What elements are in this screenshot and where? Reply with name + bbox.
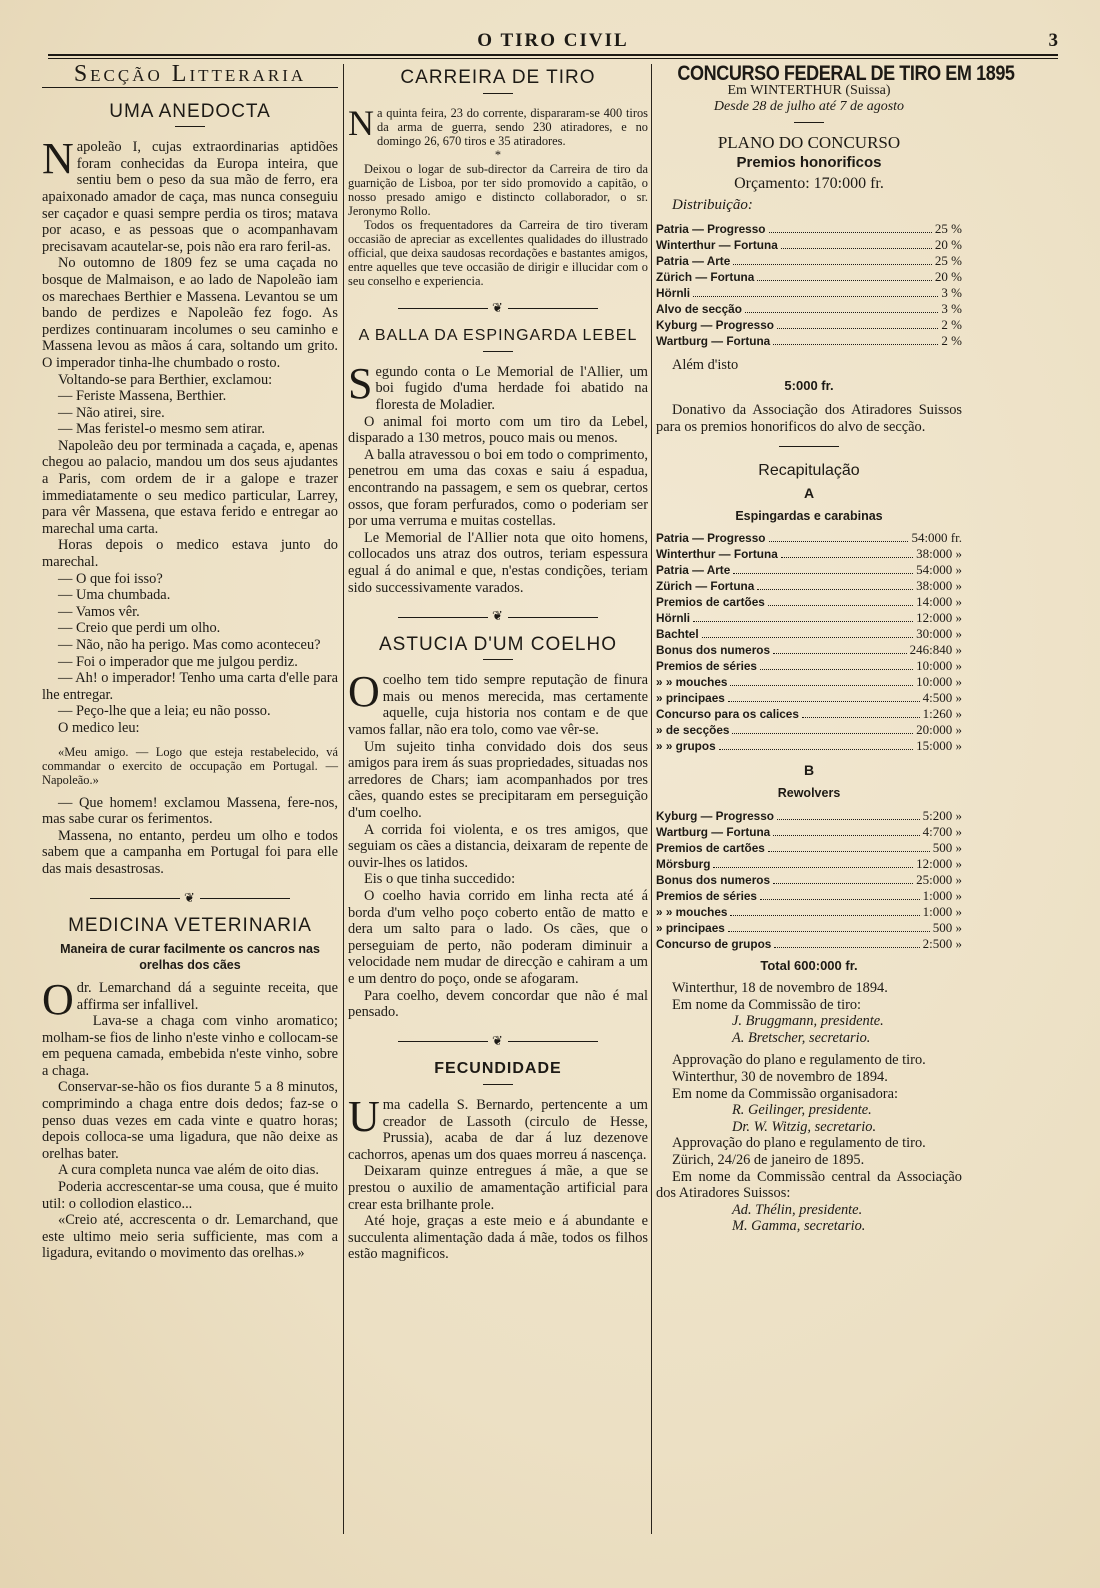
table-row	[656, 706, 962, 722]
signatory: M. Gamma, secretario.	[732, 1218, 866, 1235]
paragraph: Eis o que tinha succedido:	[364, 871, 516, 888]
title-dash	[483, 1084, 513, 1085]
dialogue-line: — Creio que perdi um olho.	[58, 620, 221, 637]
paragraph: O coelho havia corrido em linha recta até á borda d'um velho poço coberto então de matto e dera um salto para o lado. Os cães, que o perseguiam de perto, não poderam diminuir a velocidade nem mudar de direcção e cahiram a um e um dentro do poço, onde se afogaram.	[348, 888, 648, 987]
row-name: » principaes	[656, 691, 725, 706]
row-value: 12:000 »	[916, 610, 962, 626]
dot-leader	[757, 269, 932, 281]
row-value: 1:000 »	[922, 903, 962, 919]
row-name: » de secções	[656, 723, 730, 738]
row-name: Winterthur — Fortuna	[656, 547, 778, 562]
row-value: 4:500 »	[922, 690, 962, 706]
row-value: 54:000 »	[916, 562, 962, 578]
ornament-divider: ❦	[348, 608, 648, 625]
row-value: 10:000 »	[916, 674, 962, 690]
row-name: Wartburg — Fortuna	[656, 824, 771, 839]
row-name: Zürich — Fortuna	[656, 579, 755, 594]
signature-line: Em nome da Commissão organisadora:	[672, 1085, 898, 1102]
dot-leader	[769, 530, 909, 542]
row-name: Patria — Arte	[656, 254, 731, 269]
drop-cap: U	[348, 1091, 380, 1141]
row-value: 4:700 »	[922, 823, 962, 839]
signatory: Dr. W. Witzig, secretario.	[732, 1118, 877, 1135]
table-row	[656, 594, 962, 610]
rule	[779, 446, 839, 447]
dot-leader	[730, 674, 913, 686]
dialogue-line: — Ah! o imperador! Tenho uma carta d'elle para lhe entregar.	[42, 670, 338, 703]
dot-leader	[773, 333, 938, 345]
row-name: Kyburg — Progresso	[656, 318, 774, 333]
row-name: Premios de séries	[656, 659, 757, 674]
dot-leader	[777, 808, 920, 820]
distribution-table	[656, 221, 962, 349]
paragraph: A balla atravessou o boi em todo o comprimento, penetrou em uma das coxas e saiu á espadua, encontrando na passagem, e sem os quebrar, certos ossos, que foram perfurados, como o poderiam ser por uma verruma e muitas costellas.	[348, 446, 648, 530]
row-value: 5:200 »	[922, 807, 962, 823]
orcamento: Orçamento: 170:000 fr.	[734, 174, 884, 192]
dialogue-line: — Foi o imperador que me julgou perdiz.	[58, 653, 298, 670]
signature-line: Em nome da Commissão central da Associação dos Atiradores Suissos:	[656, 1168, 962, 1202]
row-name: Hörnli	[656, 611, 691, 626]
row-value: 30:000 »	[916, 626, 962, 642]
row-name: » » mouches	[656, 675, 728, 690]
table-row	[656, 333, 962, 349]
row-value: 1:000 »	[922, 887, 962, 903]
paragraph: Até hoje, graças a este meio e á abundante e succulenta alimentação dada á mãe, todos os filhos estão magnificos.	[348, 1213, 648, 1263]
section-b-subtitle: Rewolvers	[777, 785, 841, 800]
dot-leader	[781, 546, 913, 558]
row-name: Alvo de secção	[656, 302, 742, 317]
column-1	[42, 61, 338, 1262]
donativo-paragraph: Donativo da Associação dos Atiradores Suissos para os premios honorificos do alvo de secção.	[656, 402, 962, 435]
row-value: 500 »	[932, 839, 962, 855]
paragraph: Horas depois o medico estava junto do marechal.	[42, 537, 338, 571]
table-row	[656, 872, 962, 888]
signatory: Ad. Thélin, presidente.	[732, 1201, 863, 1218]
paragraph: Voltando-se para Berthier, exclamou:	[58, 371, 273, 388]
row-name: » principaes	[656, 920, 725, 935]
section-a-label: A	[803, 485, 815, 502]
paragraph: O medico leu:	[58, 719, 140, 736]
row-value: 54:000 fr.	[911, 530, 962, 546]
row-value: 20 %	[934, 237, 962, 253]
row-name: Mörsburg	[656, 856, 711, 871]
drop-cap: O	[42, 974, 74, 1024]
dot-leader	[760, 658, 913, 670]
asterisk-separator: *	[494, 147, 502, 162]
signature-date: Zürich, 24/26 de janeiro de 1895.	[672, 1152, 865, 1169]
table-row	[656, 578, 962, 594]
row-name: Hörnli	[656, 286, 691, 301]
dot-leader	[768, 840, 930, 852]
row-name: Zürich — Fortuna	[656, 270, 755, 285]
row-name: Bonus dos numeros	[656, 872, 771, 887]
page-number: 3	[1048, 30, 1058, 51]
table-row	[656, 285, 962, 301]
table-row	[656, 642, 962, 658]
header-rule	[48, 54, 1058, 56]
paragraph: Napoleão deu por terminada a caçada, e, apenas chegou ao palacio, mandou um dos seus ajudantes a Paris, com ordem de ir a galope e trazer immediatamente o seu medico particular, Larrey, para vêr Massena, que estava ferido e entregar ao marechal uma carta.	[42, 437, 338, 537]
row-value: 20 %	[934, 269, 962, 285]
row-value: 15:000 »	[916, 738, 962, 754]
section-b-label: B	[803, 762, 815, 779]
table-row	[656, 856, 962, 872]
dialogue-line: — Mas feristel-o mesmo sem atirar.	[58, 421, 266, 438]
dot-leader	[702, 626, 914, 638]
paragraph: Lava-se a chaga com vinho aromatico; molham-se fios de linho n'este vinho e collocam-se em pequena camada, embebida n'este vinho, sobre a chaga.	[42, 1013, 338, 1079]
row-value: 25 %	[934, 221, 962, 237]
table-row	[656, 546, 962, 562]
drop-cap: N	[42, 134, 74, 184]
paragraph: Deixaram quinze entregues á mãe, a que se prestou o auxilio de amamentação artificial para crear esta brilhante prole.	[348, 1163, 648, 1213]
title-dash	[175, 126, 205, 127]
section-b-table	[656, 808, 962, 952]
dot-leader	[719, 738, 913, 750]
section-a-table	[656, 530, 962, 754]
table-row	[656, 610, 962, 626]
signatory: J. Bruggmann, presidente.	[732, 1013, 884, 1030]
dot-leader	[693, 285, 938, 297]
dialogue-line: — Não atirei, sire.	[58, 404, 165, 421]
paragraph: a quinta feira, 23 do corrente, dispararam-se 400 tiros da arma de guerra, sendo 230 atiradores, e no domingo 26, 670 tiros e 35 atiradores.	[377, 105, 648, 148]
title-dash	[483, 659, 513, 660]
paragraph: Le Memorial de l'Allier nota que oito homens, collocados uns atraz dos outros, teriam espessura egual á do animal e que, n'estas condições, teriam sido successivamente varados.	[348, 529, 648, 596]
table-row	[656, 738, 962, 754]
row-value: 38:000 »	[916, 578, 962, 594]
table-row	[656, 269, 962, 285]
row-name: Concurso de grupos	[656, 936, 772, 951]
dot-leader	[733, 253, 932, 265]
table-row	[656, 253, 962, 269]
dot-leader	[730, 904, 919, 916]
row-name: Concurso para os calices	[656, 707, 799, 722]
paragraph: Massena, no entanto, perdeu um olho e todos sabem que a campanha em Portugal foi para elle das mais desastrosas.	[42, 827, 338, 877]
table-row	[656, 237, 962, 253]
row-name: Premios de séries	[656, 888, 757, 903]
dialogue-line: — Peço-lhe que a leia; eu não posso.	[58, 703, 271, 720]
alem-label: Além d'isto	[672, 357, 739, 374]
table-row	[656, 221, 962, 237]
paragraph: Deixou o logar de sub-director da Carreira de tiro da guarnição de Lisboa, por ter sido promovido a capitão, o nosso presado amigo e distincto collaborador, o sr. Jeronymo Rollo.	[348, 161, 648, 218]
approval-line: Approvação do plano e regulamento de tiro.	[672, 1135, 926, 1152]
row-name: Winterthur — Fortuna	[656, 238, 778, 253]
row-name: Premios de cartões	[656, 840, 765, 855]
dialogue-line: — Uma chumbada.	[58, 587, 171, 604]
row-value: 3 %	[941, 301, 962, 317]
paragraph: Um sujeito tinha convidado dois dos seus amigos para irem ás suas propriedades, situadas nos arredores de Chars; iam acompanhados por tres cães, quando estes se precipitaram em perseguição d'um coelho.	[348, 738, 648, 822]
concurso-title: CONCURSO FEDERAL DE TIRO EM 1895	[677, 62, 1015, 85]
article-title: CARREIRA DE TIRO	[400, 67, 596, 88]
paragraph: Poderia accrescentar-se uma cousa, que é muito util: o collodion elastico...	[42, 1179, 338, 1212]
dot-leader	[769, 221, 932, 233]
article-subtitle: Maneira de curar facilmente os cancros nas orelhas dos cães	[60, 941, 320, 973]
signature-date: Winterthur, 30 de novembro de 1894.	[672, 1069, 888, 1086]
paragraph: ma cadella S. Bernardo, pertencente a um creador de Lassoth (circulo de Hesse, Prussia), acaba de dar á luz dezenove cachorros, apenas um dos quaes morreu á nascença.	[348, 1096, 648, 1163]
dialogue-line: — O que foi isso?	[58, 570, 163, 587]
paragraph: A corrida foi violenta, e os tres amigos, que seguiam os cães a distancia, deixaram de repente de ouvir-lhes os latidos.	[348, 821, 648, 871]
table-row	[656, 690, 962, 706]
plan-heading: PLANO DO CONCURSO	[717, 132, 901, 152]
row-value: 25:000 »	[916, 871, 962, 887]
dot-leader	[732, 722, 913, 734]
table-row	[656, 904, 962, 920]
row-name: » » mouches	[656, 904, 728, 919]
dot-leader	[693, 610, 913, 622]
letter-quote: «Meu amigo. — Logo que esteja restabelecido, vá commandar o exercito de occupação em Portugal. — Napoleão.»	[42, 744, 338, 787]
paragraph: O animal foi morto com um tiro da Lebel, disparado a 130 metros, pouco mais ou menos.	[348, 413, 648, 447]
row-name: Bonus dos numeros	[656, 643, 771, 658]
article-title: UMA ANEDOCTA	[109, 100, 271, 122]
table-row	[656, 920, 962, 936]
paragraph: apoleão I, cujas extraordinarias aptidões foram conhecidas da Europa inteira, que sentiu bem o peso da sua mão de ferro, era apaixonado amador de caça, mas nunca conseguiu ser caçador e quasi sempre perdia os tiros; matava por acaso, e as pessoas que o acompanhavam precisavam acautelar-se, pois não era raro feril-as.	[42, 139, 338, 255]
row-name: Patria — Progresso	[656, 531, 766, 546]
section-title: Secção Litteraria	[42, 66, 338, 88]
signature-date: Winterthur, 18 de novembro de 1894.	[672, 980, 888, 997]
drop-cap: S	[348, 358, 373, 408]
dot-leader	[760, 888, 920, 900]
row-name: Wartburg — Fortuna	[656, 334, 771, 349]
dot-leader	[773, 872, 913, 884]
table-row	[656, 936, 962, 952]
row-name: Patria — Arte	[656, 563, 731, 578]
article-title: ASTUCIA D'UM COELHO	[379, 633, 617, 655]
signature-line: Em nome da Commissão de tiro:	[672, 996, 862, 1013]
title-dash	[483, 351, 513, 352]
row-value: 14:000 »	[916, 594, 962, 610]
dot-leader	[773, 824, 919, 836]
dot-leader	[768, 594, 913, 606]
paragraph: — Que homem! exclamou Massena, fere-nos, mas sabe curar os ferimentos.	[42, 794, 338, 828]
section-a-subtitle: Espingardas e carabinas	[735, 508, 883, 523]
dot-leader	[777, 317, 938, 329]
title-dash	[483, 93, 513, 94]
dot-leader	[728, 920, 930, 932]
ornament-divider: ❦	[348, 300, 648, 317]
row-value: 3 %	[941, 285, 962, 301]
column-3	[656, 62, 1015, 1235]
row-name: Kyburg — Progresso	[656, 808, 774, 823]
alem-value: 5:000 fr.	[784, 377, 834, 393]
dot-leader	[773, 642, 907, 654]
table-row	[656, 317, 962, 333]
dot-leader	[713, 856, 913, 868]
row-value: 20:000 »	[916, 722, 962, 738]
running-title: O TIRO CIVIL	[477, 30, 629, 51]
row-value: 12:000 »	[916, 855, 962, 871]
ornament-divider: ❦	[348, 1033, 648, 1050]
concurso-dates: Desde 28 de julho até 7 de agosto	[713, 99, 905, 115]
paragraph: No outomno de 1809 fez se uma caçada no bosque de Malmaison, e ao lado de Napoleão iam os marechaes Berthier e Massena. Levantou se um bando de perdizes e Napoleão fez fogo. As perdizes continuaram incolumes o seu caminho e Massena levou as mãos á cara, soltando um grito. O imperador tinha-lhe chumbado o rosto.	[42, 255, 338, 371]
dot-leader	[733, 562, 913, 574]
article-title: A BALLA DA ESPINGARDA LEBEL	[358, 327, 638, 345]
premios-heading: Premios honorificos	[736, 154, 882, 172]
table-row	[656, 888, 962, 904]
paragraph: «Creio até, accrescenta o dr. Lemarchand, que este ultimo meio seria sufficiente, mas com a ligadura, evitando o movimento das orelhas.»	[42, 1212, 338, 1262]
signatory: A. Bretscher, secretario.	[732, 1029, 871, 1046]
row-name: Premios de cartões	[656, 595, 765, 610]
row-value: 38:000 »	[916, 546, 962, 562]
paragraph: Todos os frequentadores da Carreira de tiro tiveram occasião de apreciar as excellentes qualidades do illustrado official, que deixa saudosas recordações e bastantes amigos, entre aquelles que teve occasião de dirigir e illucidar com o seu conselho e experiencia.	[348, 217, 648, 288]
table-row	[656, 658, 962, 674]
table-row	[656, 530, 962, 546]
dot-leader	[745, 301, 939, 313]
signatory: R. Geilinger, presidente.	[732, 1102, 872, 1119]
article-title: FECUNDIDADE	[434, 1060, 562, 1078]
drop-cap: N	[348, 102, 374, 143]
row-value: 500 »	[932, 919, 962, 935]
concurso-place: Em WINTERTHUR (Suissa)	[727, 82, 891, 98]
ornament-divider: ❦	[42, 890, 338, 907]
recap-heading: Recapitulação	[758, 461, 860, 479]
dialogue-line: — Feriste Massena, Berthier.	[58, 388, 227, 405]
dialogue-line: — Vamos vêr.	[58, 603, 140, 620]
approval-line: Approvação do plano e regulamento de tiro.	[672, 1052, 926, 1069]
dot-leader	[728, 690, 920, 702]
header-rule-thin	[48, 58, 1058, 59]
table-row	[656, 674, 962, 690]
table-row	[656, 840, 962, 856]
row-name: » » grupos	[656, 739, 716, 754]
grand-total: Total 600:000 fr.	[760, 957, 858, 973]
table-row	[656, 626, 962, 642]
table-row	[656, 301, 962, 317]
row-value: 246:840 »	[909, 642, 962, 658]
dialogue-line: — Não, não ha perigo. Mas como aconteceu?	[58, 637, 321, 653]
paragraph: coelho tem tido sempre reputação de finura mais ou menos merecida, mas certamente aquelle, cuja historia nos contam e de que vamos fallar, não era tolo, como vae vêr-se.	[348, 672, 648, 739]
dot-leader	[757, 578, 913, 590]
dot-leader	[781, 237, 932, 249]
dot-leader	[774, 936, 919, 948]
title-dash	[794, 122, 824, 123]
paragraph: Conservar-se-hão os fios durante 5 a 8 minutos, comprimindo a chaga entre dois dedos; faz-se o penso duas vezes em cada vinte e quatro horas; depois colloca-se uma ligadura, que não deixe as orelhas bater.	[42, 1079, 338, 1162]
row-value: 10:000 »	[916, 658, 962, 674]
dot-leader	[802, 706, 920, 718]
paragraph: Para coelho, devem concordar que não é mal pensado.	[348, 987, 648, 1021]
drop-cap: O	[348, 667, 380, 717]
column-2	[348, 66, 648, 1263]
table-row	[656, 824, 962, 840]
distribuicao-label: Distribuição:	[672, 196, 753, 213]
row-value: 1:260 »	[922, 706, 962, 722]
paragraph: dr. Lemarchand dá a seguinte receita, que affirma ser infallivel.	[76, 979, 338, 1013]
row-name: Bachtel	[656, 627, 699, 642]
row-value: 2 %	[941, 317, 962, 333]
table-row	[656, 562, 962, 578]
row-value: 25 %	[934, 253, 962, 269]
row-value: 2:500 »	[922, 935, 962, 951]
table-row	[656, 722, 962, 738]
paragraph: egundo conta o Le Memorial de l'Allier, um boi fugido d'uma herdade foi abatido na floresta de Moladier.	[375, 363, 648, 413]
article-title: MEDICINA VETERINARIA	[68, 915, 312, 937]
column-divider	[651, 64, 652, 1534]
paragraph: A cura completa nunca vae além de oito dias.	[58, 1162, 319, 1179]
column-divider	[343, 64, 344, 1534]
table-row	[656, 808, 962, 824]
row-name: Patria — Progresso	[656, 222, 766, 237]
row-value: 2 %	[941, 333, 962, 349]
